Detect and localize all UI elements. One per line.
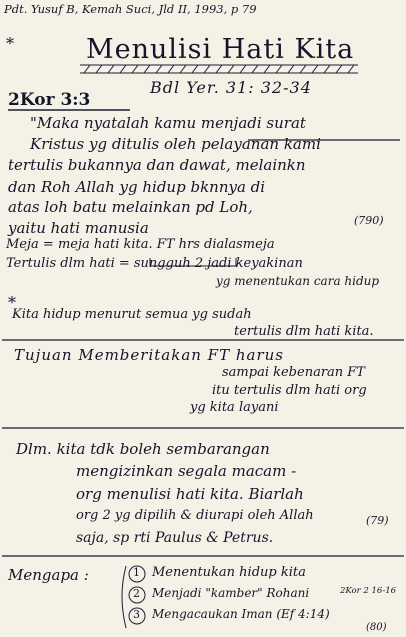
page-ref-2: (79)	[366, 514, 389, 527]
page-title: Menulisi Hati Kita	[86, 34, 355, 65]
star-mark-2: *	[8, 293, 16, 312]
page-ref-3: (80)	[366, 622, 387, 633]
reason-number-3: 3	[133, 608, 140, 621]
sampai-line: sampai kebenaran FT	[222, 365, 365, 380]
source-header: Pdt. Yusuf B, Kemah Suci, Jld II, 1993, p 79	[4, 2, 257, 16]
para1-line-4: dan Roh Allah yg hidup bknnya di	[8, 178, 266, 196]
para1-line-1: "Maka nyatalah kamu menjadi surat	[30, 114, 306, 132]
reason-number-1: 1	[133, 566, 140, 579]
tertulis-dlm-line: tertulis dlm hati kita.	[234, 324, 374, 339]
para1-line-5: atas loh batu melainkan pd Loh,	[8, 198, 253, 216]
para2-line-5: saja, sp rti Paulus & Petrus.	[76, 530, 274, 546]
title-underline-hatch	[80, 65, 358, 73]
tujuan-line: Tujuan Memberitakan FT harus	[14, 346, 284, 364]
star-mark: *	[6, 34, 14, 53]
reason-number-2: 2	[133, 587, 140, 600]
reason-text-3: Mengacaukan Iman (Ef 4:14)	[152, 607, 330, 621]
verse-reference: Bdl Yer. 31: 32-34	[150, 78, 312, 97]
para2-line-1: Dlm. kita tdk boleh sembarangan	[16, 440, 270, 458]
para2-line-2: mengizinkan segala macam -	[76, 462, 297, 480]
scripture-reference: 2Kor 3:3	[8, 90, 91, 110]
yg-menentukan-line: yg menentukan cara hidup	[216, 274, 380, 288]
para2-line-4: org 2 yg dipilih & diurapi oleh Allah	[76, 508, 314, 523]
para1-line-2: Kristus yg ditulis oleh pelayanan kami	[30, 135, 321, 153]
yg-kita-line: yg kita layani	[190, 400, 279, 415]
reason-bracket	[122, 566, 126, 628]
kita-hidup-line: Kita hidup menurut semua yg sudah	[12, 307, 252, 322]
para2-line-3: org menulisi hati kita. Biarlah	[76, 485, 304, 503]
mengapa-label: Mengapa :	[8, 566, 89, 584]
reason-text-1: Menentukan hidup kita	[152, 565, 306, 580]
reason-text-2: Menjadi "kamber" Rohani	[152, 586, 310, 600]
meja-line: Meja = meja hati kita. FT hrs dialasmeja	[6, 237, 275, 252]
para1-line-6: yaitu hati manusia	[8, 219, 149, 237]
page-ref-1: (790)	[354, 214, 384, 227]
para1-line-3: tertulis bukannya dan dawat, melainkn	[8, 156, 306, 174]
tertulis-line: Tertulis dlm hati = sungguh 2 jadi keyakinan	[6, 256, 303, 271]
itu-tertulis-line: itu tertulis dlm hati org	[212, 383, 367, 398]
side-reference: 2Kor 2 16-16	[340, 586, 397, 596]
